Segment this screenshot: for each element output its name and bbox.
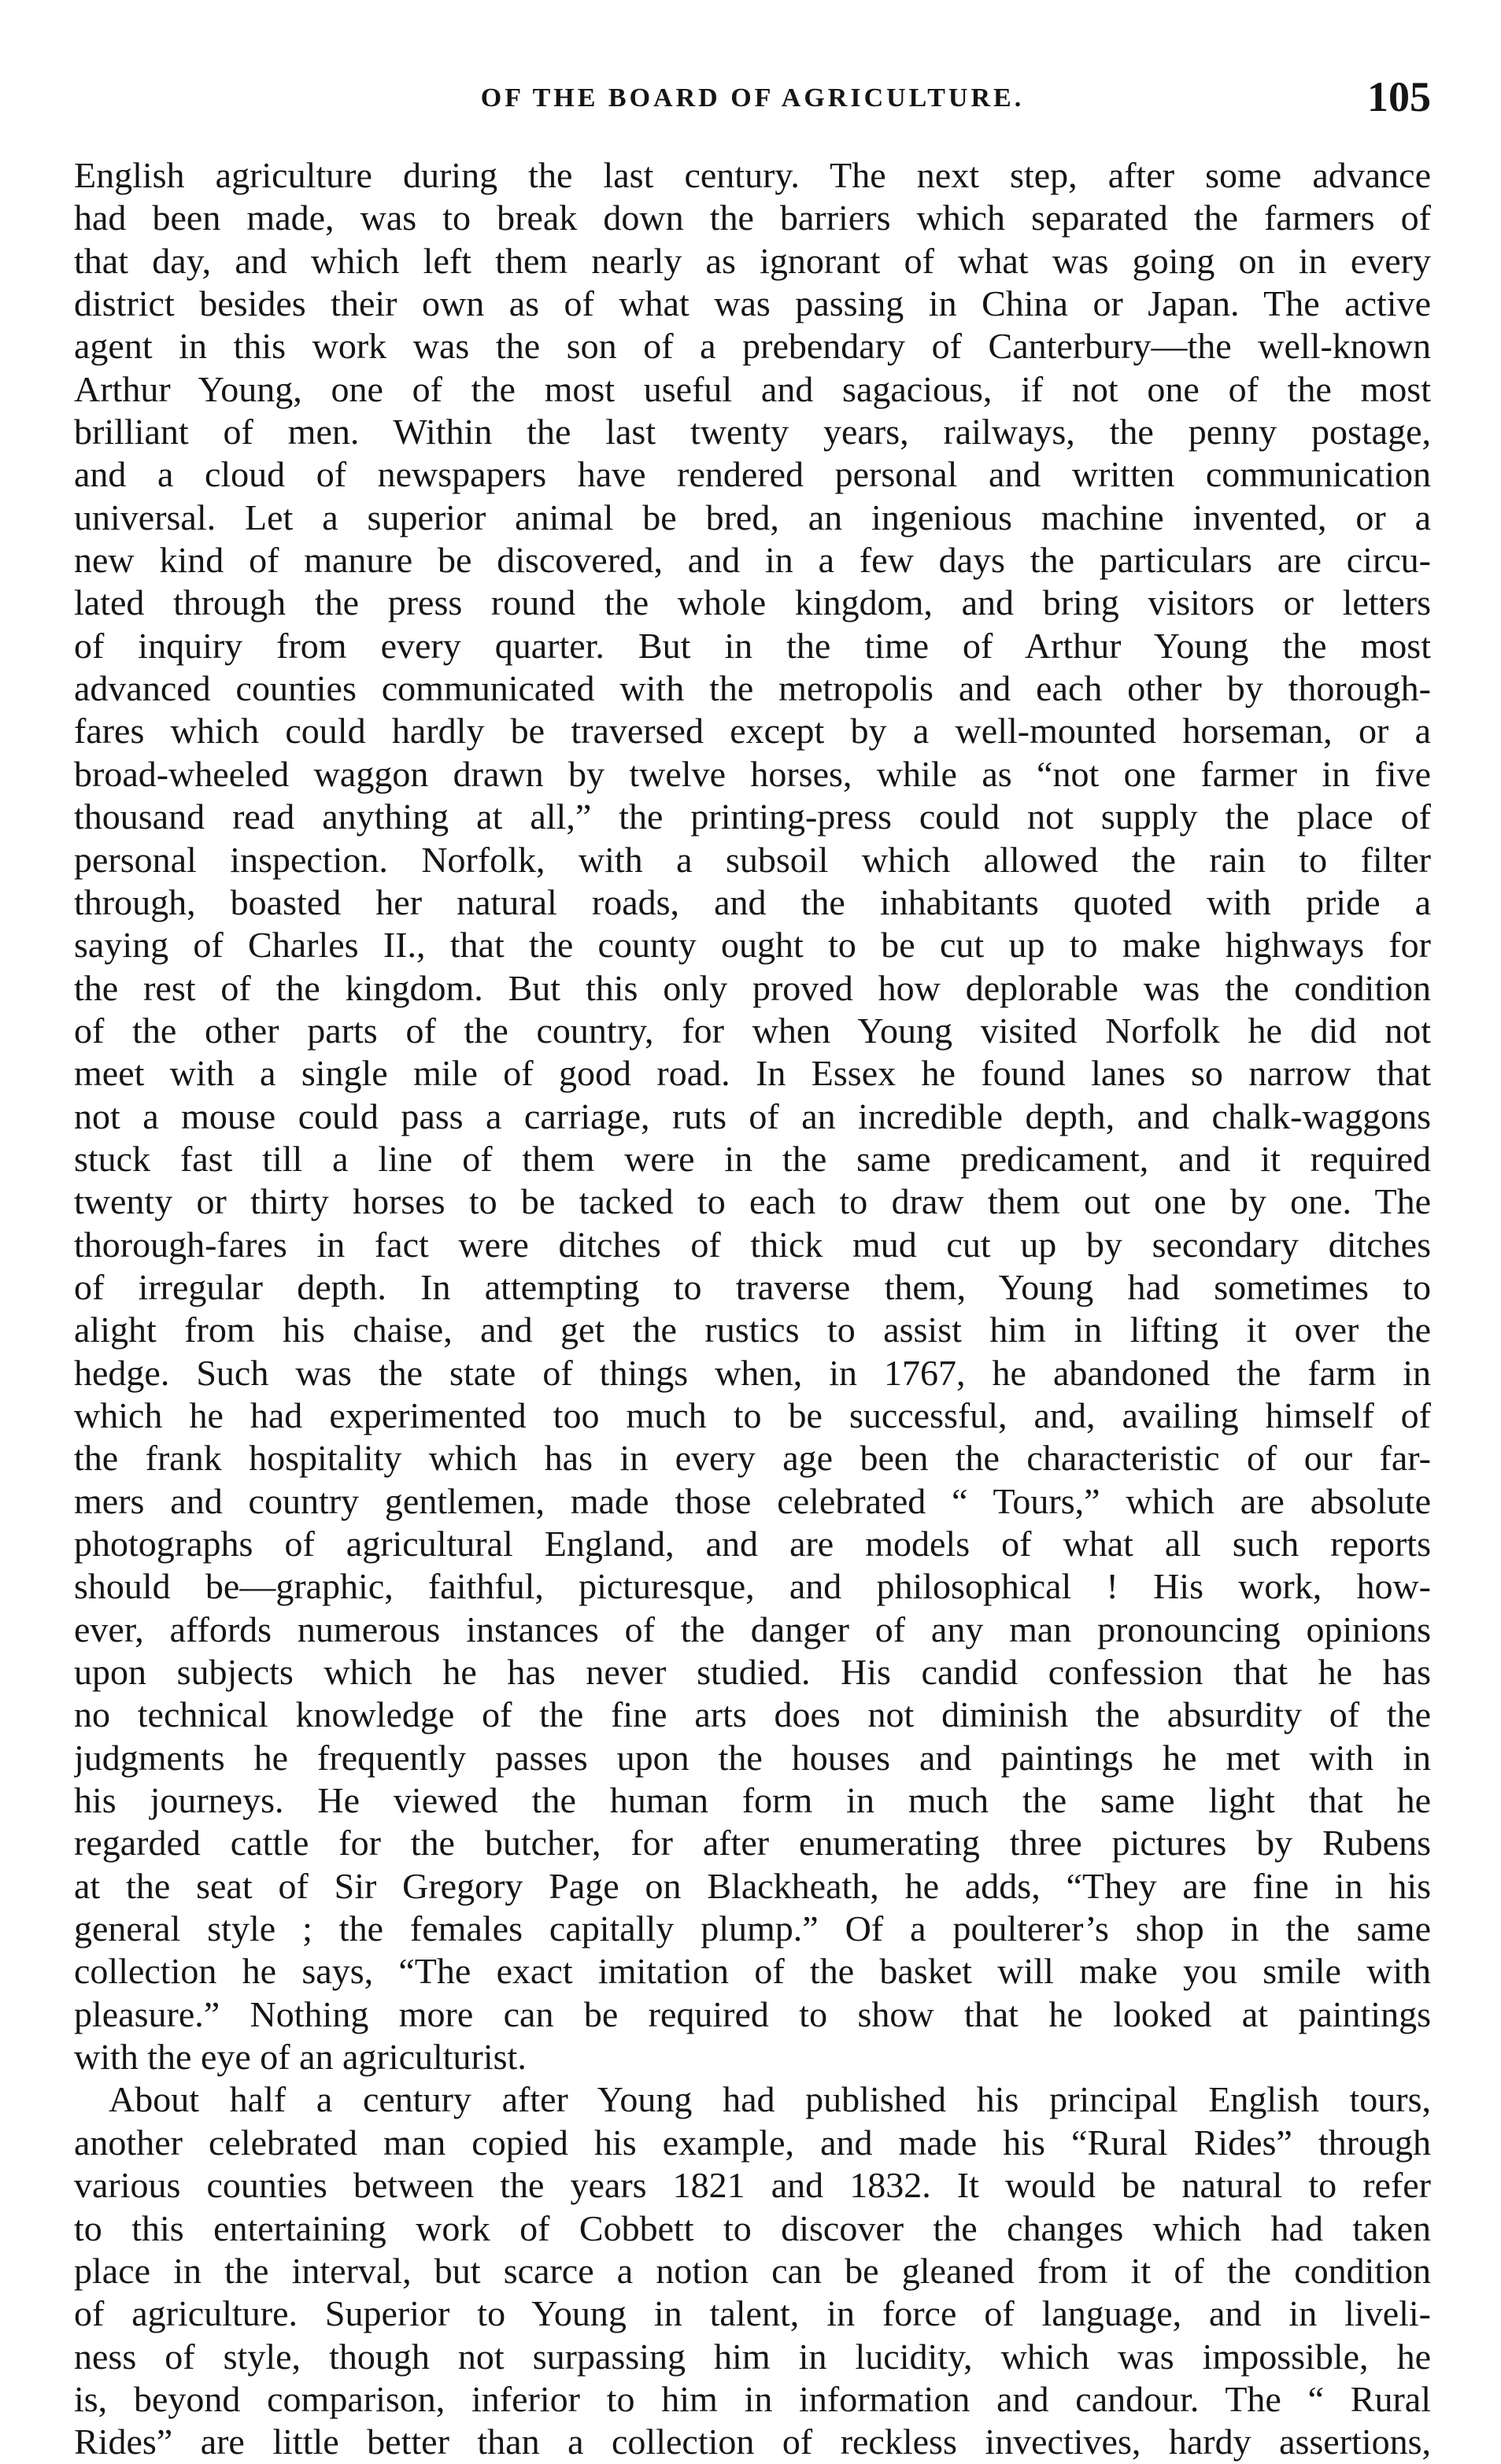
text-line: lated through the press round the whole kingdom, and bring visitors or letters bbox=[74, 582, 1431, 623]
text-line: advanced counties communicated with the metropolis and each other by thorough- bbox=[74, 668, 1431, 709]
text-line: English agriculture during the last century. The next step, after some advance bbox=[74, 155, 1431, 195]
text-line: district besides their own as of what was passing in China or Japan. The active bbox=[74, 283, 1431, 324]
book-page bbox=[74, 0, 1431, 2462]
text-line: meet with a single mile of good road. In Essex he found lanes so narrow that bbox=[74, 1053, 1431, 1094]
page-number: 105 bbox=[1367, 73, 1431, 120]
text-line: thorough-fares in fact were ditches of thick mud cut up by secondary ditches bbox=[74, 1224, 1431, 1265]
text-line: which he had experimented too much to be successful, and, availing himself of bbox=[74, 1395, 1431, 1435]
text-line: ever, affords numerous instances of the danger of any man pronouncing opinions bbox=[74, 1609, 1431, 1649]
text-line: of the other parts of the country, for when Young visited Norfolk he did not bbox=[74, 1010, 1431, 1051]
text-line: agent in this work was the son of a prebendary of Canterbury—the well-known bbox=[74, 326, 1431, 367]
text-line: stuck fast till a line of them were in the same predicament, and it required bbox=[74, 1138, 1431, 1179]
text-line: no technical knowledge of the fine arts does not diminish the absurdity of the bbox=[74, 1694, 1431, 1735]
text-line: upon subjects which he has never studied. His candid confession that he has bbox=[74, 1652, 1431, 1693]
text-line: ness of style, though not surpassing him in lucidity, which was impossible, he bbox=[74, 2336, 1431, 2377]
text-line: Arthur Young, one of the most useful and sagacious, if not one of the most bbox=[74, 368, 1431, 409]
text-line: and a cloud of newspapers have rendered personal and written communication bbox=[74, 454, 1431, 495]
text-line: thousand read anything at all,” the printing-press could not supply the place of bbox=[74, 796, 1431, 837]
text-line: is, beyond comparison, inferior to him in information and candour. The “ Rural bbox=[74, 2378, 1431, 2419]
text-line: his journeys. He viewed the human form in much the same light that he bbox=[74, 1780, 1431, 1821]
text-line: brilliant of men. Within the last twenty years, railways, the penny postage, bbox=[74, 412, 1431, 453]
body-text bbox=[74, 154, 1431, 2464]
text-line: About half a century after Young had published his principal English tours, bbox=[109, 2079, 1431, 2120]
text-line: alight from his chaise, and get the rustics to assist him in lifting it over the bbox=[74, 1310, 1431, 1350]
text-line: regarded cattle for the butcher, for after enumerating three pictures by Rubens bbox=[74, 1823, 1431, 1864]
text-line: personal inspection. Norfolk, with a subsoil which allowed the rain to filter bbox=[74, 839, 1431, 880]
text-line: not a mouse could pass a carriage, ruts of an incredible depth, and chalk-waggons bbox=[74, 1095, 1431, 1136]
text-line: judgments he frequently passes upon the houses and paintings he met with in bbox=[74, 1737, 1431, 1778]
text-line: twenty or thirty horses to be tacked to each to draw them out one by one. The bbox=[74, 1181, 1431, 1222]
text-line: another celebrated man copied his example, and made his “Rural Rides” through bbox=[74, 2122, 1431, 2163]
text-line: the rest of the kingdom. But this only proved how deplorable was the condition bbox=[74, 967, 1431, 1008]
text-line: of irregular depth. In attempting to traverse them, Young had sometimes to bbox=[74, 1266, 1431, 1307]
text-line: photographs of agricultural England, and are models of what all such reports bbox=[74, 1524, 1431, 1564]
text-line: saying of Charles II., that the county ought to be cut up to make highways for bbox=[74, 925, 1431, 966]
text-line: general style ; the females capitally plump.” Of a poulterer’s shop in the same bbox=[74, 1908, 1431, 1949]
text-line: to this entertaining work of Cobbett to discover the changes which had taken bbox=[74, 2207, 1431, 2248]
text-line: hedge. Such was the state of things when, in 1767, he abandoned the farm in bbox=[74, 1352, 1431, 1393]
text-line: broad-wheeled waggon drawn by twelve horses, while as “not one farmer in five bbox=[74, 753, 1431, 794]
running-head bbox=[74, 68, 1431, 131]
text-line: place in the interval, but scarce a notion can be gleaned from it of the condition bbox=[74, 2250, 1431, 2291]
running-title: OF THE BOARD OF AGRICULTURE. bbox=[480, 83, 1025, 113]
text-line: mers and country gentlemen, made those celebrated “ Tours,” which are absolute bbox=[74, 1480, 1431, 1521]
text-line: at the seat of Sir Gregory Page on Blackheath, he adds, “They are fine in his bbox=[74, 1865, 1431, 1906]
paragraph bbox=[74, 2078, 1431, 2463]
text-line: the frank hospitality which has in every age been the characteristic of our far- bbox=[74, 1438, 1431, 1479]
text-line: of agriculture. Superior to Young in talent, in force of language, and in liveli- bbox=[74, 2293, 1431, 2334]
text-line: of inquiry from every quarter. But in the time of Arthur Young the most bbox=[74, 625, 1431, 666]
text-line: should be—graphic, faithful, picturesque, and philosophical ! His work, how- bbox=[74, 1566, 1431, 1607]
text-line: various counties between the years 1821 and 1832. It would be natural to refer bbox=[74, 2165, 1431, 2206]
text-line: pleasure.” Nothing more can be required to show that he looked at paintings bbox=[74, 1993, 1431, 2034]
text-line: new kind of manure be discovered, and in a few days the particulars are circu- bbox=[74, 540, 1431, 581]
text-line: fares which could hardly be traversed except by a well-mounted horseman, or a bbox=[74, 711, 1431, 752]
text-line: collection he says, “The exact imitation of the basket will make you smile with bbox=[74, 1951, 1431, 1992]
paragraph bbox=[74, 154, 1431, 2078]
text-line: with the eye of an agriculturist. bbox=[74, 2037, 527, 2078]
text-line: through, boasted her natural roads, and the inhabitants quoted with pride a bbox=[74, 881, 1431, 922]
text-line: Rides” are little better than a collection of reckless invectives, hardy assertions, bbox=[74, 2422, 1431, 2462]
text-line: universal. Let a superior animal be bred, an ingenious machine invented, or a bbox=[74, 497, 1431, 537]
text-line: that day, and which left them nearly as ignorant of what was going on in every bbox=[74, 240, 1431, 281]
text-line: had been made, was to break down the barriers which separated the farmers of bbox=[74, 198, 1431, 238]
